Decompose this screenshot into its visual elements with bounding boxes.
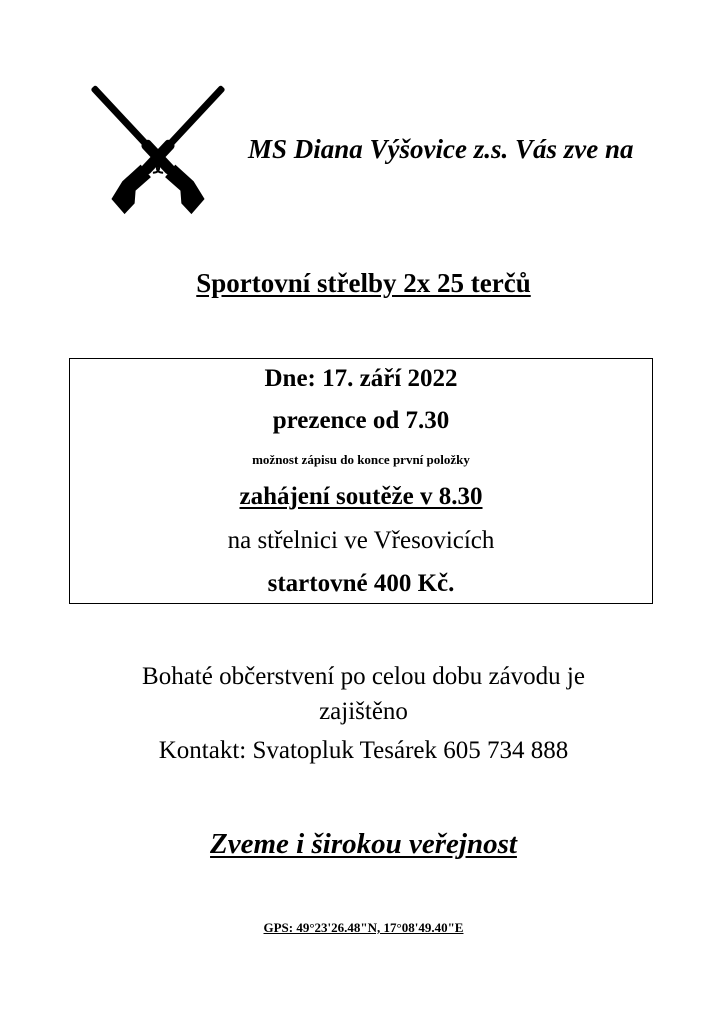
event-date: Dne: 17. září 2022 — [264, 365, 458, 392]
registration-note: možnost zápisu do konce první položky — [252, 452, 470, 467]
organization-heading: MS Diana Výšovice z.s. Vás zve na — [248, 134, 634, 164]
event-details-box — [69, 358, 653, 604]
entry-fee: startovné 400 Kč. — [267, 570, 455, 597]
competition-start: zahájení soutěže v 8.30 — [239, 483, 483, 510]
crossed-rifles-icon — [88, 78, 228, 236]
gps-coordinates: GPS: 49°23'26.48"N, 17°08'49.40"E — [263, 920, 464, 935]
registration-time: prezence od 7.30 — [272, 407, 450, 434]
contact-text: Kontakt: Svatopluk Tesárek 605 734 888 — [158, 737, 569, 764]
venue: na střelnici ve Vřesovicích — [227, 527, 495, 554]
public-invitation: Zveme i širokou veřejnost — [210, 828, 517, 860]
event-title: Sportovní střelby 2x 25 terčů — [196, 268, 531, 298]
refreshments-text: Bohaté občerstvení po celou dobu závodu je zajištěno — [142, 663, 585, 725]
